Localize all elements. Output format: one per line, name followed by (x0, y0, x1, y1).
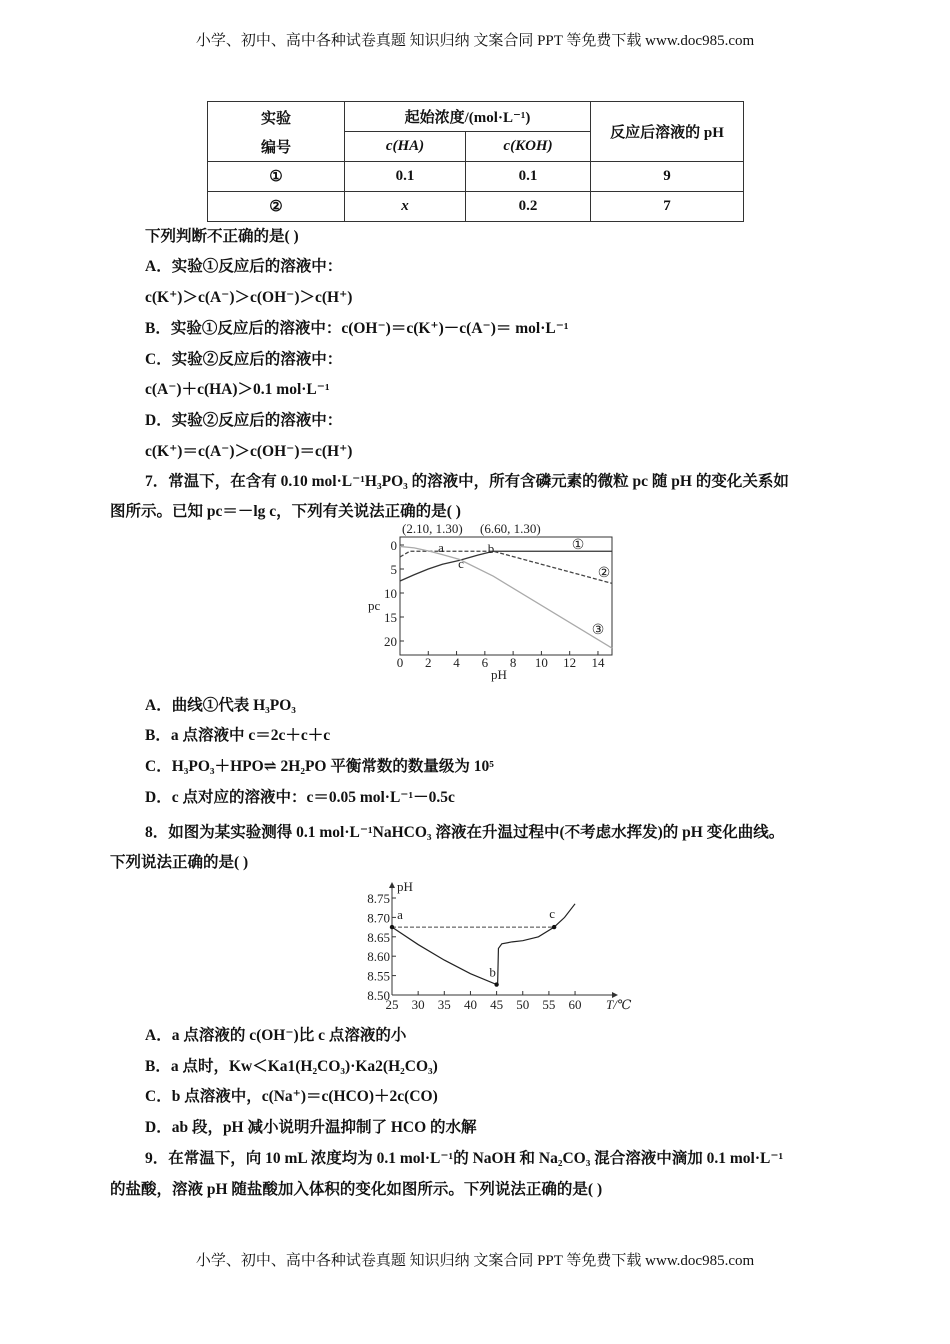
y-tick-label: 8.70 (367, 910, 390, 926)
x-tick-label: 30 (411, 997, 425, 1012)
y-axis-label: pc (368, 598, 381, 613)
q8-option-c: C．b 点溶液中，c(Na⁺)＝c(HCO)＋2c(CO) (145, 1088, 438, 1105)
q9-stem-line2: 的盐酸，溶液 pH 随盐酸加入体积的变化如图所示。下列说法正确的是( ) (110, 1181, 603, 1198)
y-tick-label: 8.75 (367, 891, 390, 906)
y-tick-label: 20 (384, 634, 397, 649)
ph-curve (392, 904, 575, 985)
x-tick-label: 6 (481, 655, 489, 670)
header-koh: c(KOH) (466, 132, 591, 162)
q7-option-a: A．曲线①代表 H₃PO₃ (145, 697, 296, 714)
y-tick-label: 15 (384, 610, 397, 625)
cell-id: ② (208, 192, 345, 222)
q8-stem-line1: 8．如图为某实验测得 0.1 mol·L⁻¹NaHCO₃ 溶液在升温过程中(不考虑水挥发)的 pH 变化曲线。 (145, 824, 785, 841)
annotation-label: (2.10, 1.30) (402, 521, 463, 536)
q9-stem-line1: 9．在常温下，向 10 mL 浓度均为 0.1 mol·L⁻¹的 NaOH 和 Na₂CO₃ 混合溶液中滴加 0.1 mol·L⁻¹ (145, 1150, 784, 1167)
q7-option-b: B．a 点溶液中 c＝2c＋c＋c (145, 727, 331, 744)
header-conc: 起始浓度/(mol·L⁻¹) (345, 102, 591, 132)
y-tick-label: 8.50 (367, 988, 390, 1003)
header-ha: c(HA) (345, 132, 466, 162)
legend-label: ① (571, 538, 585, 553)
y-tick-label: 8.65 (367, 929, 390, 945)
y-tick-label: 0 (390, 538, 397, 553)
annotation-label: c (458, 556, 464, 571)
cell-koh: 0.2 (466, 192, 591, 222)
q6-option-a: A．实验①反应后的溶液中： (145, 258, 343, 275)
q6-option-c: C．实验②反应后的溶液中： (145, 351, 343, 368)
x-axis-label: pH (491, 667, 507, 682)
q8-option-b: B．a 点时，Kw＜Ka1(H₂CO₃)·Ka2(H₂CO₃) (145, 1058, 438, 1075)
x-tick-label: 35 (437, 997, 451, 1012)
cell-ha: x (345, 192, 466, 222)
q6-option-a-formula: c(K⁺)＞c(A⁻)＞c(OH⁻)＞c(H⁺) (145, 289, 353, 306)
point-a (390, 925, 394, 929)
x-tick-label: 8 (509, 655, 517, 670)
cell-ph: 9 (591, 162, 744, 192)
point-b (494, 982, 498, 986)
annotation-label: (6.60, 1.30) (480, 521, 541, 536)
page-header: 小学、初中、高中各种试卷真题 知识归纳 文案合同 PPT 等免费下载 www.doc985.com (195, 33, 755, 49)
point-label: c (549, 906, 556, 922)
x-tick-label: 50 (516, 997, 530, 1012)
annotation-label: b (487, 541, 495, 556)
x-axis-label: T/℃ (606, 997, 632, 1012)
q8-option-d: D．ab 段，pH 减小说明升温抑制了 HCO 的水解 (145, 1119, 477, 1136)
q8-option-a: A．a 点溶液的 c(OH⁻)比 c 点溶液的小 (145, 1027, 407, 1044)
cell-koh: 0.1 (466, 162, 591, 192)
x-tick-label: 10 (534, 655, 548, 670)
x-tick-label: 25 (385, 997, 399, 1012)
q7-stem-line1: 7．常温下，在含有 0.10 mol·L⁻¹H₃PO₃ 的溶液中，所有含磷元素的微粒 pc 随 pH 的变化关系如 (145, 473, 789, 490)
x-tick-label: 60 (568, 997, 582, 1012)
x-tick-label: 4 (453, 655, 460, 670)
point-label: b (489, 964, 496, 980)
y-axis-arrow-icon (389, 882, 395, 888)
q8-stem-line2: 下列说法正确的是( ) (110, 854, 249, 871)
point-c (552, 925, 556, 929)
x-tick-label: 12 (563, 655, 577, 670)
legend-label: ② (597, 566, 611, 581)
q6-option-b: B．实验①反应后的溶液中：c(OH⁻)＝c(K⁺)－c(A⁻)＝ mol·L⁻¹ (145, 320, 569, 337)
q7-option-c: C．H₃PO₃＋HPO⇌ 2H₂PO 平衡常数的数量级为 10⁵ (145, 758, 494, 775)
q6-option-c-formula: c(A⁻)＋c(HA)＞0.1 mol·L⁻¹ (145, 381, 330, 398)
y-tick-label: 8.55 (367, 968, 390, 984)
y-tick-label: 5 (390, 562, 397, 577)
x-tick-label: 45 (490, 997, 504, 1012)
q6-option-d-formula: c(K⁺)＝c(A⁻)＞c(OH⁻)＝c(H⁺) (145, 443, 353, 460)
legend-label: ③ (591, 623, 605, 638)
series-line-3 (400, 546, 612, 648)
x-tick-label: 55 (542, 997, 556, 1012)
y-tick-label: 8.60 (367, 949, 390, 965)
cell-id: ① (208, 162, 345, 192)
x-tick-label: 2 (425, 655, 432, 670)
q6-option-d: D．实验②反应后的溶液中： (145, 412, 343, 429)
x-tick-label: 0 (396, 655, 404, 670)
page-footer: 小学、初中、高中各种试卷真题 知识归纳 文案合同 PPT 等免费下载 www.doc985.com (195, 1253, 755, 1269)
q7-option-d: D．c 点对应的溶液中：c＝0.05 mol·L⁻¹－0.5c (145, 789, 455, 806)
y-tick-label: 10 (384, 586, 397, 601)
q7-stem-line2: 图所示。已知 pc＝－lg c，下列有关说法正确的是( ) (110, 503, 461, 520)
x-tick-label: 14 (591, 655, 605, 670)
series-line-1 (400, 551, 612, 581)
annotation-label: a (438, 540, 444, 555)
point-label: a (397, 907, 403, 923)
cell-ph: 7 (591, 192, 744, 222)
y-axis-label: pH (397, 879, 413, 894)
cell-ha: 0.1 (345, 162, 466, 192)
header-exp-line1: 实验 (260, 110, 291, 127)
q6-stem: 下列判断不正确的是( ) (145, 228, 299, 245)
header-ph: 反应后溶液的 pH (591, 102, 744, 162)
x-tick-label: 40 (463, 997, 477, 1012)
header-exp-line2: 编号 (260, 139, 291, 156)
